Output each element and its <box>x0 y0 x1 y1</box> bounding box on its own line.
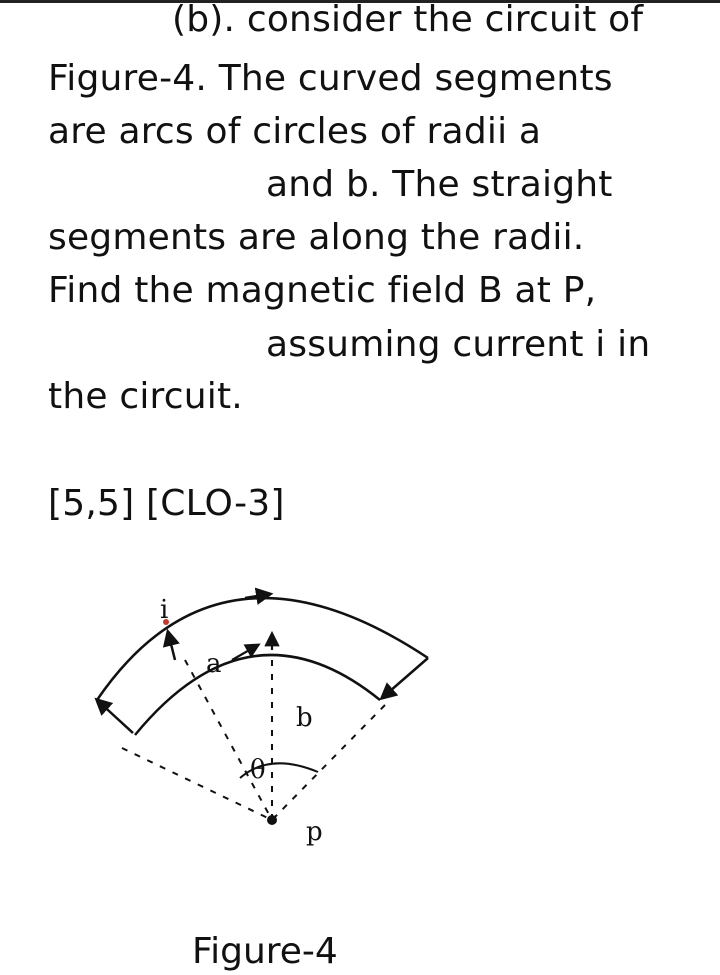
angle-label: θ <box>250 755 266 785</box>
radius-b-label: b <box>296 703 313 733</box>
figure-caption: Figure-4 <box>192 931 338 972</box>
outer-arc <box>97 598 428 700</box>
question-line-3: are arcs of circles of radii a <box>48 111 542 152</box>
right-radial-segment <box>382 658 428 698</box>
current-label: i <box>160 595 169 625</box>
point-p-dot <box>267 815 277 825</box>
radius-a-label: a <box>206 649 222 679</box>
question-line-2: Figure-4. The curved segments <box>48 58 613 99</box>
marks-label: [5,5] [CLO-3] <box>48 483 285 524</box>
question-line-8: the circuit. <box>48 376 243 417</box>
question-line-7: assuming current i in <box>266 324 651 365</box>
circuit-figure <box>80 575 460 875</box>
question-line-6: Find the magnetic field B at P, <box>48 270 597 311</box>
point-p-label: p <box>306 817 323 847</box>
dashed-radius-right <box>272 705 385 820</box>
left-radial-segment <box>97 700 133 733</box>
inner-arc <box>135 655 380 735</box>
dashed-radius-mid-left <box>185 660 272 820</box>
current-arrow <box>168 632 175 660</box>
question-line-4: and b. The straight <box>266 164 613 205</box>
question-line-1: (b). consider the circuit of <box>172 0 644 40</box>
question-line-5: segments are along the radii. <box>48 217 585 258</box>
